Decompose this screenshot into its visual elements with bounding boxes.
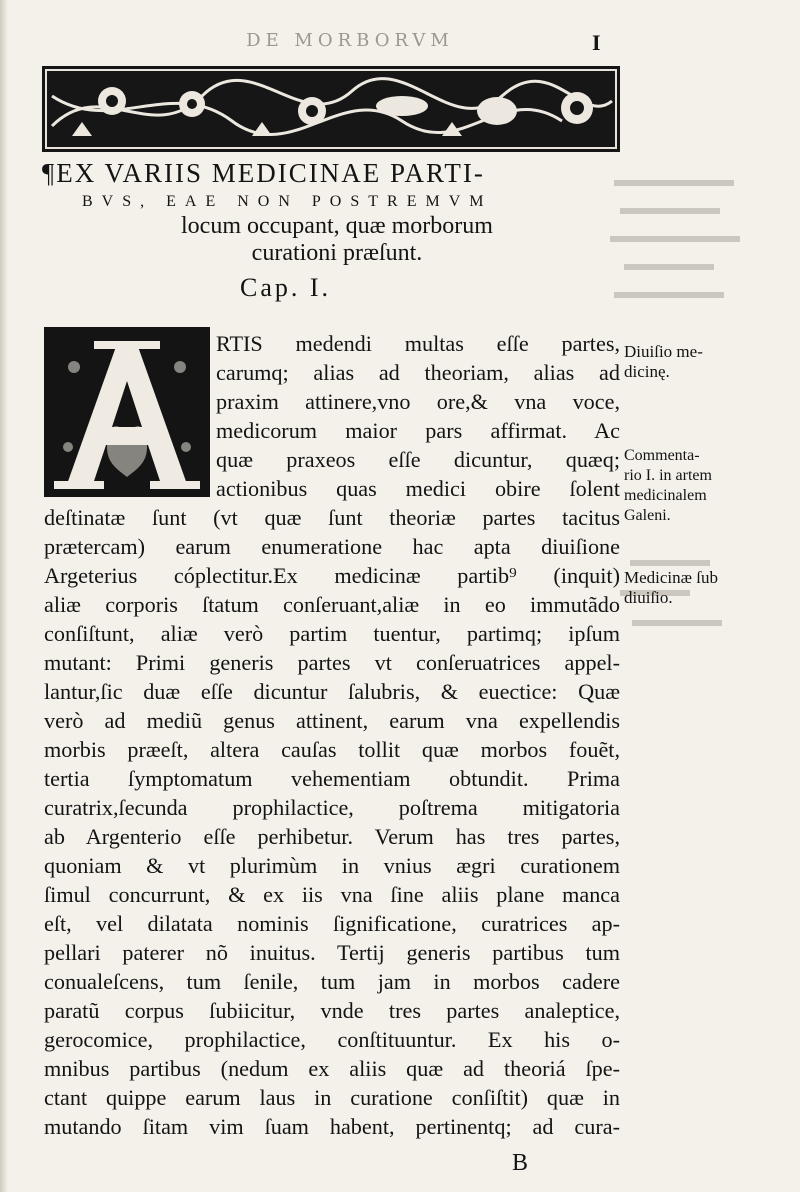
text-line: ſimul concurrunt, & ex iis vna ſine aliis plane manca	[44, 882, 620, 907]
ornament-band	[42, 66, 620, 152]
text-line: lantur,ſic duæ eſſe dicuntur ſalubris, & euectice: Quæ	[44, 679, 620, 704]
margin-note: Medicinæ ſub diuiſio.	[624, 568, 718, 607]
text-line: medicorum maior pars affirmat. Ac	[216, 418, 620, 443]
drop-cap	[44, 327, 210, 497]
text-line: aliæ corporis ſtatum conſeruant,aliæ in eo immutãdo	[44, 592, 620, 617]
chapter-title	[42, 158, 632, 303]
floral-woodcut-band-icon	[42, 66, 620, 152]
signature-mark: B	[512, 1150, 529, 1176]
text-line: mutando ſitam vim ſuam habent, pertinentq; ad cura-	[44, 1114, 620, 1139]
text-line: actionibus quas medici obire ſolent	[216, 476, 620, 501]
text-line: praxim attinere,vno ore,& vna voce,	[216, 389, 620, 414]
text-line: ab Argenterio eſſe perhibetur. Verum has tres partes,	[44, 824, 620, 849]
title-line-4: curationi præſunt.	[251, 240, 423, 266]
text-line: conſiſtunt, aliæ verò partim tuentur, partimq; ipſum	[44, 621, 620, 646]
text-line: quoniam & vt plurimùm in vnius ægri curationem	[44, 853, 620, 878]
text-line: prætercam) earum enumeratione hac apta diuiſione	[44, 534, 620, 559]
text-line: morbis præeſt, altera cauſas tollit quæ morbos fouẽt,	[44, 737, 620, 762]
title-line-1: ¶EX VARIIS MEDICINAE PARTI-	[42, 158, 485, 188]
text-line: verò ad mediũ genus attinent, earum vna expellendis	[44, 708, 620, 733]
show-through-icon	[610, 30, 800, 650]
text-line: Argeterius cóplectitur.Ex medicinæ partib⁹ (inquit)	[44, 563, 620, 588]
page-edge	[0, 0, 8, 1192]
text-line: carumq; alias ad theoriam, alias ad	[216, 360, 620, 385]
title-line-2: BVS, EAE NON POSTREMVM	[82, 193, 493, 210]
text-line: deſtinatæ ſunt (vt quæ ſunt theoriæ partes tacitus	[44, 505, 620, 530]
text-line: gerocomice, prophilactice, conſtituuntur. Ex his o-	[44, 1027, 620, 1052]
text-line: tertia ſymptomatum vehementiam obtundit. Prima	[44, 766, 620, 791]
text-line: ctant quippe earum laus in curatione conſiſtit) quæ in	[44, 1085, 620, 1110]
text-line: conualeſcens, tum ſenile, tum jam in morbos cadere	[44, 969, 620, 994]
page-number: I	[592, 30, 601, 55]
text-line: pellari paterer nõ inuitus. Tertij generis partibus tum	[44, 940, 620, 965]
running-head: DE MORBORVM	[246, 30, 454, 51]
margin-note: Diuiſio me- dicinę.	[624, 342, 703, 381]
ornamental-initial-A-icon	[44, 327, 210, 497]
text-line: curatrix,ſecunda prophilactice, poſtrema mitigatoria	[44, 795, 620, 820]
text-line: eſt, vel dilatata nominis ſignificatione, curatrices ap-	[44, 911, 620, 936]
chapter-number: Cap. I.	[240, 273, 332, 302]
text-line: mutant: Primi generis partes vt conſeruatrices appel-	[44, 650, 620, 675]
text-line: mnibus partibus (nedum ex aliis quæ ad theoriá ſpe-	[44, 1056, 620, 1081]
title-line-3: locum occupant, quæ morborum	[181, 213, 493, 239]
text-line: RTIS medendi multas eſſe partes,	[216, 331, 620, 356]
text-line: quæ praxeos eſſe dicuntur, quæq;	[216, 447, 620, 472]
text-line: paratũ corpus ſubiicitur, vnde tres partes analeptice,	[44, 998, 620, 1023]
margin-note: Commenta- rio I. in artem medicinalem Galeni.	[624, 447, 712, 524]
